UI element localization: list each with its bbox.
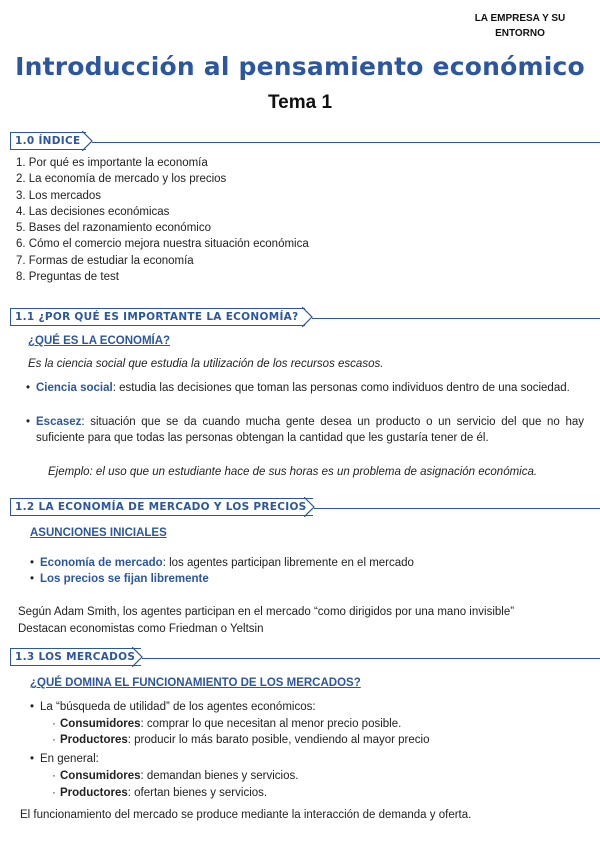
sub-bullet-consumidores bbox=[52, 716, 402, 732]
bullet-precios bbox=[30, 571, 209, 587]
term: Escasez bbox=[36, 416, 82, 428]
definition-text: Es la ciencia social que estudia la utilización de los recursos escasos. bbox=[28, 358, 384, 370]
bullet-dot-icon: · bbox=[52, 718, 56, 730]
course-label-line2: ENTORNO bbox=[495, 28, 545, 39]
section-divider bbox=[142, 658, 600, 659]
index-item: 2. La economía de mercado y los precios bbox=[16, 173, 227, 186]
term-description: : estudia las decisiones que toman las personas como individuos dentro de una sociedad. bbox=[112, 382, 570, 394]
section-indice-header bbox=[10, 132, 600, 152]
bullet-dot-icon: • bbox=[26, 416, 31, 428]
section-divider bbox=[92, 142, 600, 143]
index-item: 1. Por qué es importante la economía bbox=[16, 157, 208, 169]
section-1-2-header bbox=[10, 498, 600, 518]
bullet-dot-icon: · bbox=[52, 770, 56, 782]
term-description: : los agentes participan libremente en el mercado bbox=[162, 557, 414, 569]
subsection-heading: ASUNCIONES INICIALES bbox=[30, 527, 167, 539]
term: Productores bbox=[60, 734, 128, 746]
bullet-escasez bbox=[26, 414, 584, 446]
tag-arrow-icon bbox=[82, 131, 94, 151]
term: Consumidores bbox=[60, 770, 141, 782]
subsection-heading: ¿QUÉ DOMINA EL FUNCIONAMIENTO DE LOS MERCADOS? bbox=[30, 677, 361, 689]
term-description: : producir lo más barato posible, vendiendo al mayor precio bbox=[127, 734, 430, 746]
tag-arrow-icon bbox=[304, 497, 316, 517]
economists-text: Destacan economistas como Friedman o Yeltsin bbox=[18, 623, 264, 635]
section-tag: 1.1 ¿POR QUÉ ES IMPORTANTE LA ECONOMÍA? bbox=[10, 308, 305, 326]
bullet-economia-mercado bbox=[30, 555, 414, 571]
term: Economía de mercado bbox=[40, 557, 163, 569]
page-title: Introducción al pensamiento económico bbox=[15, 52, 585, 81]
section-1-3-header bbox=[10, 648, 600, 668]
index-item: 7. Formas de estudiar la economía bbox=[16, 254, 194, 267]
index-item: 8. Preguntas de test bbox=[16, 271, 119, 284]
page-subtitle: Tema 1 bbox=[267, 92, 333, 113]
section-1-1-header bbox=[10, 308, 600, 328]
term: Los precios se fijan libremente bbox=[40, 573, 209, 585]
adam-smith-text: Según Adam Smith, los agentes participan en el mercado “como dirigidos por una mano invisible” bbox=[18, 606, 515, 618]
term-description: : ofertan bienes y servicios. bbox=[127, 787, 268, 799]
term: Productores bbox=[60, 787, 128, 799]
index-item: 3. Los mercados bbox=[16, 189, 102, 202]
section-tag: 1.2 LA ECONOMÍA DE MERCADO Y LOS PRECIOS bbox=[10, 498, 313, 516]
course-label-line1: LA EMPRESA Y SU bbox=[474, 13, 566, 24]
index-item: 6. Cómo el comercio mejora nuestra situación económica bbox=[16, 238, 309, 251]
subsection-heading: ¿QUÉ ES LA ECONOMÍA? bbox=[28, 335, 171, 347]
term-description: : comprar lo que necesitan al menor precio posible. bbox=[140, 718, 402, 730]
section-tag: 1.0 ÍNDICE bbox=[10, 132, 86, 150]
bullet-dot-icon: • bbox=[30, 573, 35, 585]
section-tag: 1.3 LOS MERCADOS bbox=[10, 648, 141, 666]
term-description: : demandan bienes y servicios. bbox=[140, 770, 299, 782]
bullet-dot-icon: · bbox=[52, 734, 56, 746]
closing-text: El funcionamiento del mercado se produce mediante la interacción de demanda y oferta. bbox=[20, 809, 472, 821]
bullet-busqueda-utilidad bbox=[30, 699, 316, 715]
sub-bullet-productores bbox=[52, 732, 430, 748]
bullet-ciencia-social bbox=[26, 380, 584, 396]
index-item: 4. Las decisiones económicas bbox=[16, 205, 170, 218]
bullet-dot-icon: • bbox=[30, 753, 35, 765]
tag-arrow-icon bbox=[302, 307, 314, 327]
bullet-dot-icon: • bbox=[30, 557, 35, 569]
sub-bullet-consumidores bbox=[52, 768, 299, 784]
term-description: : situación que se da cuando mucha gente desea un producto o un servicio del que no hay suficiente para que todas las personas obtengan la cantidad que les gustaría tener de él. bbox=[36, 416, 584, 444]
section-divider bbox=[312, 318, 600, 319]
bullet-dot-icon: · bbox=[52, 787, 56, 799]
index-list bbox=[16, 155, 309, 285]
bullet-text: En general: bbox=[40, 753, 99, 765]
example-text: Ejemplo: el uso que un estudiante hace de sus horas es un problema de asignación económica. bbox=[48, 466, 538, 478]
bullet-dot-icon: • bbox=[30, 701, 35, 713]
index-item: 5. Bases del razonamiento económico bbox=[16, 222, 211, 235]
bullet-en-general bbox=[30, 751, 99, 767]
sub-bullet-productores bbox=[52, 785, 268, 801]
bullet-dot-icon: • bbox=[26, 382, 31, 394]
bullet-text: La “búsqueda de utilidad” de los agentes económicos: bbox=[40, 701, 316, 713]
section-divider bbox=[314, 508, 600, 509]
tag-arrow-icon bbox=[132, 647, 144, 667]
term: Consumidores bbox=[60, 718, 141, 730]
course-label bbox=[470, 11, 570, 41]
term: Ciencia social bbox=[36, 382, 113, 394]
